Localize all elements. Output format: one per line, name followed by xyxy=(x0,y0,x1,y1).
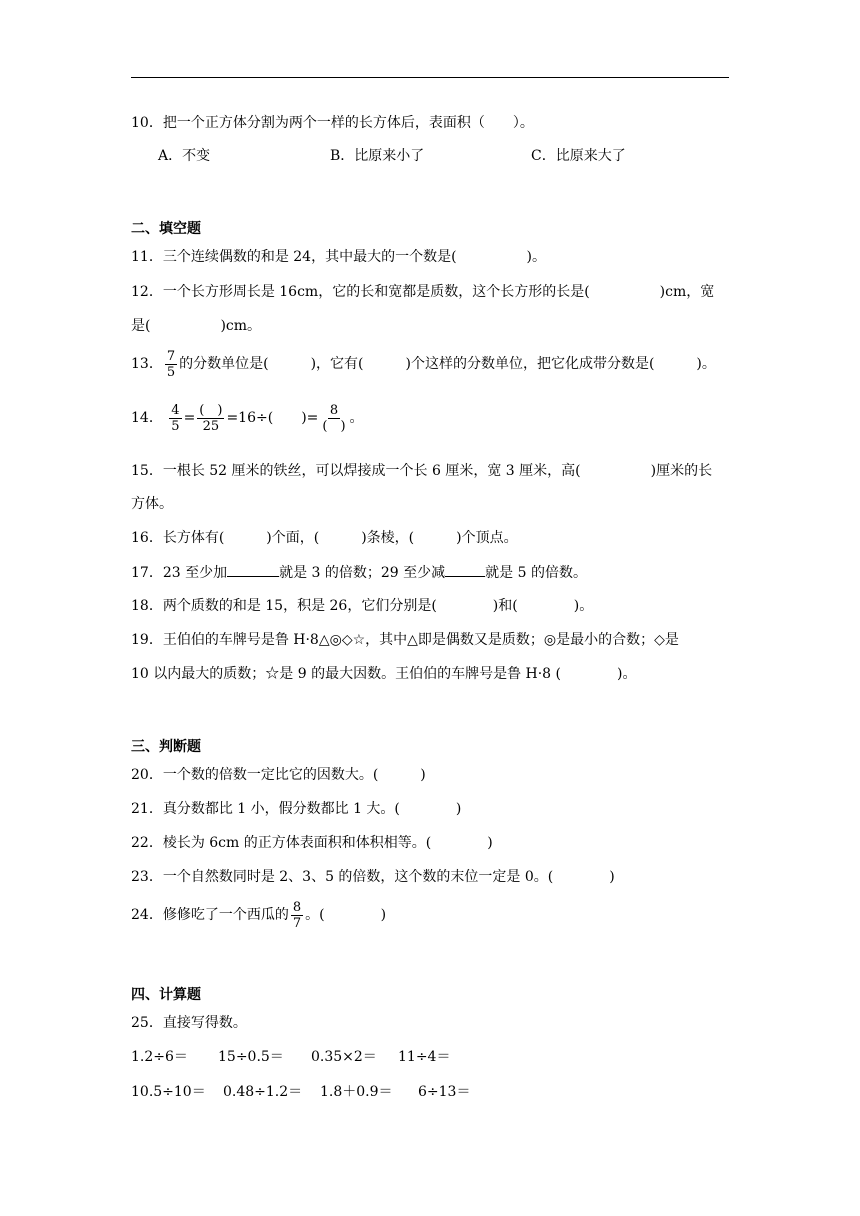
answer-blank[interactable] xyxy=(445,562,485,577)
calc-item: 0.48÷1.2＝ xyxy=(223,1084,303,1100)
fraction-denominator: 25 xyxy=(202,418,220,434)
question-14 xyxy=(131,398,364,438)
section-fill-title: 二、填空题 xyxy=(131,221,201,237)
q17-part-a: 17．23 至少加 xyxy=(131,565,228,581)
equals-sign: = xyxy=(183,410,196,426)
question-10: 10．把一个正方体分割为两个一样的长方体后，表面积（ ）。 xyxy=(131,115,534,131)
fraction-7-5 xyxy=(165,349,177,380)
calc-item: 1.2÷6＝ xyxy=(131,1049,188,1065)
question-12-line1: 12．一个长方形周长是 16cm，它的长和宽都是质数，这个长方形的长是( )cm，宽 xyxy=(131,284,715,300)
calc-item: 1.8＋0.9＝ xyxy=(320,1084,393,1100)
fraction-blank-25 xyxy=(197,403,224,434)
q24-prefix: 24．修修吃了一个西瓜的 xyxy=(131,907,289,923)
question-17 xyxy=(131,562,587,583)
question-11: 11．三个连续偶数的和是 24，其中最大的一个数是( )。 xyxy=(131,249,547,265)
q13-prefix: 13． xyxy=(131,356,163,372)
question-25: 25．直接写得数。 xyxy=(131,1015,247,1031)
q14-middle: =16÷( )= xyxy=(226,410,319,426)
calc-item: 0.35×2＝ xyxy=(311,1049,377,1065)
question-18: 18．两个质数的和是 15，积是 26，它们分别是( )和( )。 xyxy=(131,598,594,614)
question-24 xyxy=(131,897,386,933)
q14-end: 。 xyxy=(349,410,364,426)
question-19-line1: 19．王伯伯的车牌号是鲁 H·8△◎◇☆，其中△即是偶数又是质数；◎是最小的合数；◇是 xyxy=(131,632,679,648)
fraction-numerator: ( ) xyxy=(199,402,223,418)
answer-blank[interactable] xyxy=(227,562,279,577)
section-calc-title: 四、计算题 xyxy=(131,987,201,1003)
calc-item: 10.5÷10＝ xyxy=(131,1084,206,1100)
fraction-denominator: ( ) xyxy=(322,418,346,434)
question-22: 22．棱长为 6cm 的正方体表面积和体积相等。( ) xyxy=(131,835,493,851)
question-15-line2: 方体。 xyxy=(131,496,173,512)
calc-item: 11÷4＝ xyxy=(398,1049,451,1065)
fraction-denominator: 7 xyxy=(292,915,302,931)
fraction-denominator: 5 xyxy=(166,364,176,380)
fraction-4-5 xyxy=(169,403,181,434)
fraction-numerator: 8 xyxy=(329,402,339,418)
fraction-numerator: 4 xyxy=(171,402,180,418)
calc-item: 6÷13＝ xyxy=(418,1084,471,1100)
question-15-line1: 15．一根长 52 厘米的铁丝，可以焊接成一个长 6 厘米，宽 3 厘米，高( )厘米的长 xyxy=(131,463,713,479)
question-16: 16．长方体有( )个面，( )条棱，( )个顶点。 xyxy=(131,530,518,546)
fraction-denominator: 5 xyxy=(171,418,180,434)
question-21: 21．真分数都比 1 小，假分数都比 1 大。( ) xyxy=(131,801,462,817)
q13-text: 的分数单位是( )，它有( )个这样的分数单位，把它化成带分数是( )。 xyxy=(179,356,716,372)
q17-part-c: 就是 5 的倍数。 xyxy=(485,565,587,581)
fraction-8-7 xyxy=(291,900,303,931)
section-judge-title: 三、判断题 xyxy=(131,739,201,755)
question-20: 20．一个数的倍数一定比它的因数大。( ) xyxy=(131,767,426,783)
q14-prefix: 14． xyxy=(131,410,163,426)
question-12-line2: 是( )cm。 xyxy=(131,318,262,334)
question-19-line2: 10 以内最大的质数；☆是 9 的最大因数。王伯伯的车牌号是鲁 H·8 ( )。 xyxy=(131,666,637,682)
question-13 xyxy=(131,347,716,381)
option-c: C．比原来大了 xyxy=(531,148,626,164)
fraction-numerator: 7 xyxy=(166,348,176,364)
header-rule xyxy=(131,77,729,78)
question-23: 23．一个自然数同时是 2、3、5 的倍数，这个数的末位一定是 0。( ) xyxy=(131,869,615,885)
q24-text: 。( ) xyxy=(305,907,387,923)
q17-part-b: 就是 3 的倍数；29 至少减 xyxy=(279,565,446,581)
calc-item: 15÷0.5＝ xyxy=(218,1049,284,1065)
fraction-numerator: 8 xyxy=(292,899,302,915)
fraction-8-blank xyxy=(320,403,347,434)
option-a: A．不变 xyxy=(158,148,211,164)
option-b: B．比原来小了 xyxy=(330,148,425,164)
